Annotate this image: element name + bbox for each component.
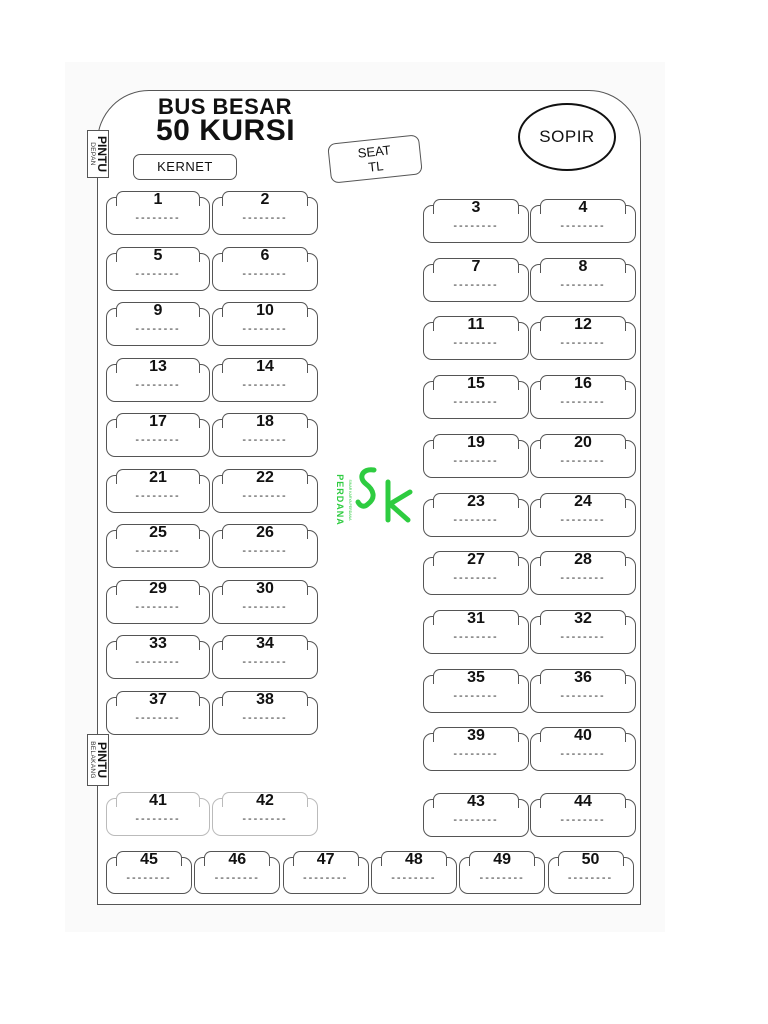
seat-number: 9: [153, 302, 163, 319]
seat-name-blank: --------: [560, 396, 606, 409]
seat-50[interactable]: [548, 851, 634, 894]
seat-name-blank: --------: [560, 748, 606, 761]
seat-36[interactable]: [530, 668, 636, 713]
seat-number: 43: [467, 793, 485, 810]
front-door-sublabel: DEPAN: [88, 142, 96, 166]
seat-number: 26: [256, 524, 274, 541]
seat-number: 25: [149, 524, 167, 541]
seat-number: 34: [256, 635, 274, 652]
seat-number: 6: [260, 246, 270, 264]
seat-number: 33: [149, 635, 167, 652]
seat-name-blank: --------: [242, 267, 288, 280]
seat-12[interactable]: [530, 316, 636, 360]
seat-name-blank: --------: [453, 278, 499, 291]
seat-48[interactable]: [371, 851, 457, 894]
seat-name-blank: --------: [560, 689, 606, 702]
seat-name-blank: --------: [560, 454, 606, 467]
seat-number: 22: [256, 468, 274, 486]
seat-37[interactable]: [106, 690, 210, 735]
seat-17[interactable]: [106, 413, 210, 457]
seat-40[interactable]: [530, 727, 636, 771]
seat-name-blank: --------: [242, 323, 288, 335]
seat-name-blank: --------: [126, 872, 172, 884]
seat-33[interactable]: [106, 635, 210, 679]
seat-46[interactable]: [194, 851, 280, 894]
seat-name-blank: --------: [560, 572, 606, 585]
seat-number: 13: [149, 357, 167, 375]
seat-29[interactable]: [106, 579, 210, 624]
seat-name-blank: --------: [242, 434, 288, 446]
seat-23[interactable]: [423, 492, 529, 537]
seat-2[interactable]: [212, 191, 318, 235]
seat-34[interactable]: [212, 635, 318, 679]
seat-name-blank: --------: [560, 278, 606, 291]
rear-door: [87, 734, 109, 786]
seat-38[interactable]: [212, 690, 318, 735]
seat-25[interactable]: [106, 524, 210, 568]
seat-name-blank: --------: [560, 513, 606, 526]
seat-number: 42: [256, 792, 274, 809]
seat-number: 14: [256, 357, 274, 375]
seat-number: 36: [574, 668, 592, 686]
seat-name-blank: --------: [135, 813, 181, 825]
seat-number: 27: [467, 551, 485, 569]
seat-24[interactable]: [530, 492, 636, 537]
seat-4[interactable]: [530, 199, 636, 243]
seat-27[interactable]: [423, 551, 529, 595]
seat-31[interactable]: [423, 609, 529, 654]
seat-name-blank: --------: [135, 434, 181, 446]
seat-1[interactable]: [106, 191, 210, 235]
rear-door-label: PINTU: [94, 741, 109, 778]
seat-10[interactable]: [212, 302, 318, 346]
seat-name-blank: --------: [135, 600, 181, 613]
seat-name-blank: --------: [453, 337, 499, 350]
seat-name-blank: --------: [135, 267, 181, 280]
seat-number: 50: [581, 851, 600, 868]
seat-name-blank: --------: [453, 396, 499, 409]
seat-number: 40: [574, 727, 592, 745]
seat-name-blank: --------: [453, 630, 499, 643]
seat-number: 16: [574, 375, 592, 393]
seat-number: 7: [471, 257, 481, 275]
seat-name-blank: --------: [135, 378, 181, 391]
seat-name-blank: --------: [560, 630, 606, 643]
seat-number: 19: [467, 433, 485, 451]
seat-39[interactable]: [423, 727, 529, 771]
seat-number: 45: [140, 851, 158, 868]
logo-name: PERDANA: [335, 474, 345, 526]
seat-number: 10: [256, 302, 274, 319]
seat-number: 2: [260, 191, 270, 208]
seat-number: 3: [471, 199, 481, 216]
seat-49[interactable]: [459, 851, 545, 894]
seat-41[interactable]: [106, 792, 210, 836]
seat-21[interactable]: [106, 468, 210, 513]
seat-number: 46: [228, 851, 247, 868]
seat-name-blank: --------: [567, 872, 614, 884]
seat-19[interactable]: [423, 433, 529, 478]
seat-name-blank: --------: [242, 489, 288, 502]
seat-number: 48: [404, 851, 423, 868]
seat-20[interactable]: [530, 433, 636, 478]
seat-47[interactable]: [283, 851, 369, 894]
seat-name-blank: --------: [135, 489, 181, 502]
front-door: [87, 130, 109, 178]
seat-name-blank: --------: [453, 572, 499, 585]
seat-name-blank: --------: [242, 813, 288, 825]
tour-leader-seat-line2: TL: [367, 158, 385, 175]
tour-leader-seat-line1: SEAT: [357, 142, 392, 161]
seat-7[interactable]: [423, 257, 529, 302]
seat-name-blank: --------: [214, 872, 260, 884]
sk-logo-mark: [334, 462, 414, 534]
seat-11[interactable]: [423, 316, 529, 360]
seat-name-blank: --------: [242, 656, 288, 668]
seat-number: 38: [256, 690, 274, 708]
seat-number: 23: [467, 492, 485, 510]
logo-tagline: SINAR KARYA PERDANA: [348, 479, 352, 521]
seat-name-blank: --------: [560, 337, 606, 350]
seat-number: 47: [316, 851, 335, 868]
seat-number: 32: [574, 609, 592, 627]
seat-number: 15: [467, 375, 485, 393]
seat-number: 31: [467, 609, 485, 627]
seat-number: 35: [467, 668, 485, 686]
seat-45[interactable]: [106, 851, 192, 894]
seat-6[interactable]: [212, 246, 318, 291]
seat-9[interactable]: [106, 302, 210, 346]
kernet-seat: KERNET: [133, 154, 237, 180]
seat-name-blank: --------: [453, 689, 499, 702]
seat-44[interactable]: [530, 793, 636, 837]
seat-number: 21: [149, 468, 167, 486]
seat-number: 30: [256, 579, 274, 597]
seat-16[interactable]: [530, 375, 636, 419]
seat-number: 5: [153, 246, 163, 264]
front-door-label: PINTU: [94, 136, 109, 172]
seat-8[interactable]: [530, 257, 636, 302]
seat-18[interactable]: [212, 413, 318, 457]
bus-title: BUS BESAR: [158, 94, 293, 119]
seat-name-blank: --------: [242, 545, 288, 557]
seat-name-blank: --------: [560, 220, 606, 232]
seat-name-blank: --------: [453, 513, 499, 526]
seat-number: 39: [467, 727, 485, 745]
seat-3[interactable]: [423, 199, 529, 243]
seat-name-blank: --------: [242, 711, 288, 724]
seat-number: 8: [578, 257, 588, 275]
seat-26[interactable]: [212, 524, 318, 568]
seat-name-blank: --------: [560, 814, 606, 826]
seat-name-blank: --------: [242, 378, 288, 391]
seat-15[interactable]: [423, 375, 529, 419]
seat-13[interactable]: [106, 357, 210, 402]
seat-number: 12: [574, 316, 592, 334]
seat-number: 17: [149, 413, 167, 430]
seat-name-blank: --------: [453, 748, 499, 761]
seat-name-blank: --------: [453, 220, 499, 232]
seat-name-blank: --------: [135, 656, 181, 668]
seat-name-blank: --------: [242, 600, 288, 613]
seat-35[interactable]: [423, 668, 529, 713]
seat-22[interactable]: [212, 468, 318, 513]
seat-name-blank: --------: [135, 711, 181, 724]
seat-name-blank: --------: [453, 814, 499, 826]
seat-name-blank: --------: [302, 872, 349, 884]
rear-door-sublabel: BELAKANG: [88, 741, 96, 779]
seat-number: 49: [493, 851, 512, 868]
seat-number: 41: [149, 792, 167, 809]
driver-seat: SOPIR: [518, 103, 616, 171]
seat-number: 4: [578, 199, 588, 216]
seat-28[interactable]: [530, 551, 636, 595]
seat-number: 37: [149, 690, 167, 708]
seat-count-title: 50 KURSI: [156, 114, 296, 147]
seat-number: 18: [256, 413, 274, 430]
seat-name-blank: --------: [135, 545, 181, 557]
seat-name-blank: --------: [135, 323, 181, 335]
seat-name-blank: --------: [391, 872, 437, 884]
seat-number: 11: [467, 316, 485, 334]
seat-30[interactable]: [212, 579, 318, 624]
seat-14[interactable]: [212, 357, 318, 402]
seat-name-blank: --------: [242, 212, 288, 224]
seat-name-blank: --------: [453, 454, 499, 467]
seat-number: 20: [574, 433, 592, 451]
seat-42[interactable]: [212, 792, 318, 836]
seat-name-blank: --------: [135, 212, 181, 224]
seat-number: 1: [153, 191, 163, 208]
seat-number: 24: [574, 492, 592, 510]
perdana-logo: [334, 462, 414, 534]
seat-number: 44: [574, 793, 592, 810]
seat-32[interactable]: [530, 609, 636, 654]
seat-43[interactable]: [423, 793, 529, 837]
seat-name-blank: --------: [479, 872, 525, 884]
seat-number: 29: [149, 579, 167, 597]
seat-number: 28: [574, 551, 592, 569]
seat-5[interactable]: [106, 246, 210, 291]
